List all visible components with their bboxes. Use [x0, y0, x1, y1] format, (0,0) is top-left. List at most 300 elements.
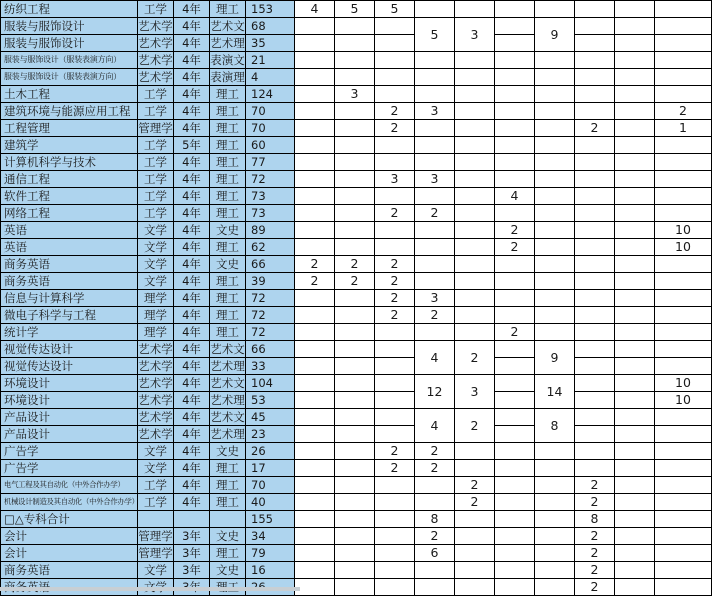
province-quota-cell: [455, 443, 495, 460]
province-quota-cell: [495, 392, 535, 409]
province-quota-cell: [535, 120, 575, 137]
province-quota-cell: [495, 341, 535, 358]
province-quota-cell: [335, 154, 375, 171]
province-quota-merged-cell: 12: [415, 375, 455, 409]
duration-cell: 4年: [174, 35, 210, 52]
subject-type-cell: 理工: [210, 86, 246, 103]
plan-total-cell: 35: [246, 35, 295, 52]
province-quota-cell: [335, 426, 375, 443]
province-quota-cell: 2: [375, 103, 415, 120]
province-quota-cell: [295, 18, 335, 35]
table-row: [1, 392, 712, 409]
table-row: [1, 443, 712, 460]
province-quota-cell: [495, 120, 535, 137]
province-quota-cell: [575, 239, 615, 256]
province-quota-cell: [415, 562, 455, 579]
province-quota-cell: [335, 222, 375, 239]
province-quota-cell: [495, 511, 535, 528]
province-quota-cell: [295, 307, 335, 324]
province-quota-cell: [455, 579, 495, 596]
province-quota-cell: [495, 86, 535, 103]
province-quota-cell: [415, 188, 455, 205]
province-quota-merged-cell: 2: [455, 341, 495, 375]
plan-total-cell: 153: [246, 1, 295, 18]
province-quota-cell: [335, 324, 375, 341]
province-quota-cell: [295, 477, 335, 494]
plan-total-cell: 26: [246, 443, 295, 460]
province-quota-cell: [455, 239, 495, 256]
plan-total-cell: 33: [246, 358, 295, 375]
province-quota-cell: 2: [575, 579, 615, 596]
province-quota-cell: [455, 290, 495, 307]
subject-type-cell: 理工: [210, 137, 246, 154]
province-quota-cell: [335, 579, 375, 596]
province-quota-cell: [575, 256, 615, 273]
major-name-cell: 土木工程: [1, 86, 138, 103]
province-quota-cell: 6: [415, 545, 455, 562]
province-quota-cell: 4: [295, 1, 335, 18]
table-row: [1, 86, 712, 103]
discipline-cell: 艺术学: [138, 359, 173, 373]
duration-cell: 4年: [174, 188, 210, 205]
province-quota-cell: [535, 273, 575, 290]
subject-type-cell: 理工: [210, 205, 246, 222]
duration-cell: 4年: [174, 426, 210, 443]
discipline-cell: 艺术学: [138, 393, 173, 407]
table-row: [1, 120, 712, 137]
province-quota-cell: [575, 52, 615, 69]
plan-total-cell: 72: [246, 290, 295, 307]
province-quota-cell: [495, 35, 535, 52]
plan-total-cell: 40: [246, 494, 295, 511]
province-quota-cell: 2: [335, 273, 375, 290]
province-quota-cell: [615, 18, 655, 35]
plan-total-cell: 155: [246, 511, 295, 528]
province-quota-cell: [495, 375, 535, 392]
subject-type-cell: 理工: [210, 1, 246, 18]
plan-total-cell: 34: [246, 528, 295, 545]
province-quota-cell: [535, 443, 575, 460]
major-name-cell: 商务英语: [1, 256, 138, 273]
province-quota-cell: [615, 35, 655, 52]
province-quota-cell: [335, 239, 375, 256]
province-quota-cell: [495, 494, 535, 511]
discipline-cell: 工学: [138, 137, 174, 154]
province-quota-cell: 2: [335, 256, 375, 273]
province-quota-cell: [295, 358, 335, 375]
province-quota-cell: [375, 18, 415, 35]
subject-type-cell: 理工: [210, 171, 246, 188]
province-quota-cell: [295, 86, 335, 103]
table-row: [1, 52, 712, 69]
province-quota-cell: [495, 171, 535, 188]
province-quota-cell: 2: [415, 460, 455, 477]
province-quota-cell: [295, 52, 335, 69]
province-quota-cell: [415, 154, 455, 171]
province-quota-cell: 2: [575, 120, 615, 137]
major-name-cell: 环境设计: [1, 392, 138, 409]
province-quota-cell: [575, 273, 615, 290]
province-quota-cell: [335, 103, 375, 120]
province-quota-cell: [415, 324, 455, 341]
province-quota-cell: [335, 171, 375, 188]
province-quota-cell: 3: [415, 171, 455, 188]
province-quota-cell: [615, 256, 655, 273]
plan-total-cell: 73: [246, 205, 295, 222]
province-quota-cell: [335, 494, 375, 511]
duration-cell: 4年: [174, 409, 210, 426]
major-name-cell: 工程管理: [1, 120, 138, 137]
province-quota-merged-cell: 3: [455, 375, 495, 409]
province-quota-cell: 2: [415, 528, 455, 545]
province-quota-cell: [295, 528, 335, 545]
discipline-cell: 文学: [138, 460, 174, 477]
province-quota-cell: [335, 460, 375, 477]
bottom-edge-strip: [0, 587, 300, 591]
province-quota-cell: [615, 239, 655, 256]
major-name-cell: 服装与服饰设计（服装表演方向）: [1, 52, 138, 69]
subject-type-cell: 理工: [210, 324, 246, 341]
subject-type-cell: 理工: [210, 290, 246, 307]
province-quota-cell: [455, 120, 495, 137]
major-name-cell: 软件工程: [1, 188, 138, 205]
province-quota-cell: 2: [455, 494, 495, 511]
province-quota-cell: [535, 52, 575, 69]
province-quota-cell: [455, 103, 495, 120]
province-quota-cell: [655, 171, 712, 188]
province-quota-cell: 3: [415, 290, 455, 307]
province-quota-cell: [615, 409, 655, 426]
province-quota-cell: [295, 188, 335, 205]
province-quota-cell: 2: [375, 460, 415, 477]
province-quota-cell: [615, 511, 655, 528]
plan-total-cell: 79: [246, 545, 295, 562]
major-name-cell: □△专科合计: [1, 511, 138, 528]
subject-type-cell: 艺术理: [210, 427, 245, 441]
province-quota-cell: [455, 205, 495, 222]
province-quota-cell: [375, 86, 415, 103]
province-quota-cell: [295, 494, 335, 511]
province-quota-cell: [495, 307, 535, 324]
province-quota-cell: [655, 307, 712, 324]
province-quota-cell: [455, 511, 495, 528]
province-quota-cell: [295, 426, 335, 443]
province-quota-cell: 8: [575, 511, 615, 528]
province-quota-cell: [335, 358, 375, 375]
province-quota-cell: [535, 256, 575, 273]
plan-total-cell: 66: [246, 256, 295, 273]
province-quota-cell: [535, 545, 575, 562]
province-quota-cell: 2: [455, 477, 495, 494]
duration-cell: 5年: [174, 137, 210, 154]
province-quota-cell: [655, 443, 712, 460]
province-quota-cell: [615, 494, 655, 511]
discipline-cell: 文学: [138, 256, 174, 273]
duration-cell: 4年: [174, 392, 210, 409]
plan-total-cell: 77: [246, 154, 295, 171]
province-quota-cell: [455, 562, 495, 579]
province-quota-cell: [455, 545, 495, 562]
province-quota-cell: 2: [575, 528, 615, 545]
province-quota-cell: [615, 443, 655, 460]
duration-cell: 4年: [174, 103, 210, 120]
province-quota-cell: [335, 205, 375, 222]
major-name-cell: 产品设计: [1, 426, 138, 443]
province-quota-cell: [535, 205, 575, 222]
province-quota-cell: 1: [655, 120, 712, 137]
province-quota-cell: [495, 69, 535, 86]
province-quota-cell: [295, 69, 335, 86]
major-name-cell: 网络工程: [1, 205, 138, 222]
province-quota-cell: [335, 545, 375, 562]
plan-total-cell: 45: [246, 409, 295, 426]
province-quota-cell: [415, 494, 455, 511]
province-quota-cell: 3: [375, 171, 415, 188]
province-quota-cell: [575, 358, 615, 375]
province-quota-cell: [535, 290, 575, 307]
discipline-cell: 艺术学: [138, 19, 173, 33]
discipline-cell: 文学: [138, 239, 174, 256]
province-quota-cell: [535, 324, 575, 341]
discipline-cell: 艺术学: [138, 410, 173, 424]
province-quota-cell: [535, 579, 575, 596]
discipline-cell: 文学: [138, 443, 174, 460]
duration-cell: 4年: [174, 375, 210, 392]
subject-type-cell: 理工: [210, 477, 246, 494]
province-quota-cell: [335, 528, 375, 545]
major-name-cell: 广告学: [1, 443, 138, 460]
province-quota-cell: [495, 52, 535, 69]
province-quota-cell: [455, 324, 495, 341]
province-quota-cell: [535, 239, 575, 256]
province-quota-cell: [375, 69, 415, 86]
province-quota-cell: [455, 154, 495, 171]
province-quota-cell: 2: [575, 494, 615, 511]
province-quota-cell: [295, 443, 335, 460]
province-quota-cell: 2: [495, 324, 535, 341]
province-quota-cell: [655, 324, 712, 341]
province-quota-cell: [575, 324, 615, 341]
province-quota-cell: [415, 86, 455, 103]
province-quota-cell: [615, 426, 655, 443]
province-quota-cell: 2: [415, 443, 455, 460]
province-quota-cell: [295, 35, 335, 52]
duration-cell: [174, 511, 210, 528]
province-quota-cell: [295, 375, 335, 392]
major-name-cell: 信息与计算科学: [1, 290, 138, 307]
province-quota-cell: [655, 426, 712, 443]
table-row: [1, 426, 712, 443]
subject-type-cell: 理工: [210, 273, 246, 290]
province-quota-cell: [615, 341, 655, 358]
subject-type-cell: 理工: [210, 154, 246, 171]
subject-type-cell: 艺术理: [210, 393, 245, 407]
discipline-cell: [138, 511, 174, 528]
province-quota-cell: [575, 18, 615, 35]
province-quota-cell: [535, 460, 575, 477]
table-row: [1, 18, 712, 35]
province-quota-cell: [455, 188, 495, 205]
province-quota-cell: [615, 205, 655, 222]
duration-cell: 4年: [174, 1, 210, 18]
province-quota-cell: [615, 579, 655, 596]
plan-total-cell: 72: [246, 324, 295, 341]
table-row: [1, 69, 712, 86]
discipline-cell: 文学: [138, 273, 174, 290]
subject-type-cell: 理工: [210, 188, 246, 205]
province-quota-cell: [655, 290, 712, 307]
province-quota-cell: [375, 409, 415, 426]
province-quota-cell: [335, 188, 375, 205]
province-quota-cell: [295, 222, 335, 239]
province-quota-cell: [535, 188, 575, 205]
province-quota-cell: [655, 579, 712, 596]
province-quota-cell: [615, 358, 655, 375]
province-quota-cell: 2: [575, 477, 615, 494]
province-quota-cell: [375, 477, 415, 494]
province-quota-cell: 2: [575, 562, 615, 579]
province-quota-cell: [415, 477, 455, 494]
subject-type-cell: 理工: [210, 460, 246, 477]
province-quota-cell: [615, 222, 655, 239]
table-row: [1, 494, 712, 511]
province-quota-cell: [295, 205, 335, 222]
plan-total-cell: 73: [246, 188, 295, 205]
province-quota-cell: [615, 154, 655, 171]
subject-type-cell: 艺术理: [210, 359, 245, 373]
province-quota-cell: 5: [335, 1, 375, 18]
duration-cell: 4年: [174, 120, 210, 137]
subject-type-cell: 文史: [210, 562, 246, 579]
discipline-cell: 理学: [138, 324, 174, 341]
discipline-cell: 管理学: [138, 121, 173, 135]
major-name-cell: 产品设计: [1, 409, 138, 426]
province-quota-cell: [575, 205, 615, 222]
table-row: [1, 528, 712, 545]
province-quota-cell: [575, 460, 615, 477]
province-quota-cell: [415, 273, 455, 290]
province-quota-cell: [375, 137, 415, 154]
province-quota-cell: 2: [375, 307, 415, 324]
duration-cell: 4年: [174, 341, 210, 358]
province-quota-cell: [655, 273, 712, 290]
province-quota-cell: 2: [375, 205, 415, 222]
duration-cell: 4年: [174, 256, 210, 273]
province-quota-cell: 2: [415, 205, 455, 222]
province-quota-cell: [335, 307, 375, 324]
province-quota-cell: [295, 545, 335, 562]
province-quota-cell: 2: [375, 120, 415, 137]
table-row: [1, 307, 712, 324]
province-quota-cell: 10: [655, 375, 712, 392]
province-quota-cell: [295, 103, 335, 120]
province-quota-cell: [655, 545, 712, 562]
province-quota-cell: [535, 222, 575, 239]
table-row: [1, 409, 712, 426]
subject-type-cell: 文史: [210, 256, 246, 273]
major-name-cell: 会计: [1, 528, 138, 545]
table-row: [1, 375, 712, 392]
discipline-cell: 工学: [138, 154, 174, 171]
province-quota-cell: [655, 528, 712, 545]
province-quota-cell: [655, 154, 712, 171]
province-quota-cell: [655, 409, 712, 426]
province-quota-cell: [575, 86, 615, 103]
duration-cell: 4年: [174, 239, 210, 256]
province-quota-cell: [575, 154, 615, 171]
province-quota-cell: [575, 375, 615, 392]
province-quota-cell: [495, 290, 535, 307]
province-quota-cell: [455, 1, 495, 18]
province-quota-cell: [615, 290, 655, 307]
subject-type-cell: 理工: [210, 239, 246, 256]
province-quota-cell: [295, 154, 335, 171]
discipline-cell: 文学: [138, 562, 174, 579]
subject-type-cell: 文史: [210, 528, 246, 545]
table-row: [1, 545, 712, 562]
major-name-cell: 会计: [1, 545, 138, 562]
province-quota-cell: [655, 511, 712, 528]
province-quota-cell: [655, 18, 712, 35]
province-quota-cell: [655, 35, 712, 52]
province-quota-cell: [455, 52, 495, 69]
province-quota-cell: [535, 494, 575, 511]
province-quota-cell: [335, 409, 375, 426]
province-quota-cell: [615, 562, 655, 579]
discipline-cell: 工学: [138, 188, 174, 205]
subject-type-cell: 艺术文: [210, 410, 245, 424]
province-quota-cell: [495, 103, 535, 120]
province-quota-cell: [495, 1, 535, 18]
province-quota-cell: [375, 52, 415, 69]
discipline-cell: 理学: [138, 307, 174, 324]
duration-cell: 4年: [174, 307, 210, 324]
plan-total-cell: 16: [246, 562, 295, 579]
major-name-cell: 环境设计: [1, 375, 138, 392]
discipline-cell: 工学: [138, 103, 174, 120]
province-quota-cell: [575, 426, 615, 443]
discipline-cell: 工学: [138, 205, 174, 222]
province-quota-merged-cell: 9: [535, 341, 575, 375]
province-quota-cell: [655, 341, 712, 358]
province-quota-cell: [615, 86, 655, 103]
discipline-cell: 工学: [138, 477, 174, 494]
plan-total-cell: 53: [246, 392, 295, 409]
major-name-cell: 服装与服饰设计（服装表演方向）: [1, 69, 138, 86]
province-quota-cell: [655, 52, 712, 69]
major-name-cell: 建筑环境与能源应用工程: [1, 103, 138, 120]
duration-cell: 4年: [174, 494, 210, 511]
subject-type-cell: 理工: [210, 103, 246, 120]
province-quota-cell: [655, 256, 712, 273]
province-quota-cell: [615, 69, 655, 86]
province-quota-cell: [655, 494, 712, 511]
province-quota-cell: [575, 137, 615, 154]
duration-cell: 3年: [174, 562, 210, 579]
province-quota-cell: [375, 324, 415, 341]
province-quota-cell: [495, 562, 535, 579]
duration-cell: 4年: [174, 69, 210, 86]
province-quota-cell: [415, 222, 455, 239]
table-row: [1, 460, 712, 477]
province-quota-cell: 10: [655, 392, 712, 409]
plan-total-cell: 62: [246, 239, 295, 256]
province-quota-cell: [375, 494, 415, 511]
province-quota-cell: [575, 103, 615, 120]
discipline-cell: 理学: [138, 290, 174, 307]
duration-cell: 4年: [174, 273, 210, 290]
major-name-cell: 广告学: [1, 460, 138, 477]
